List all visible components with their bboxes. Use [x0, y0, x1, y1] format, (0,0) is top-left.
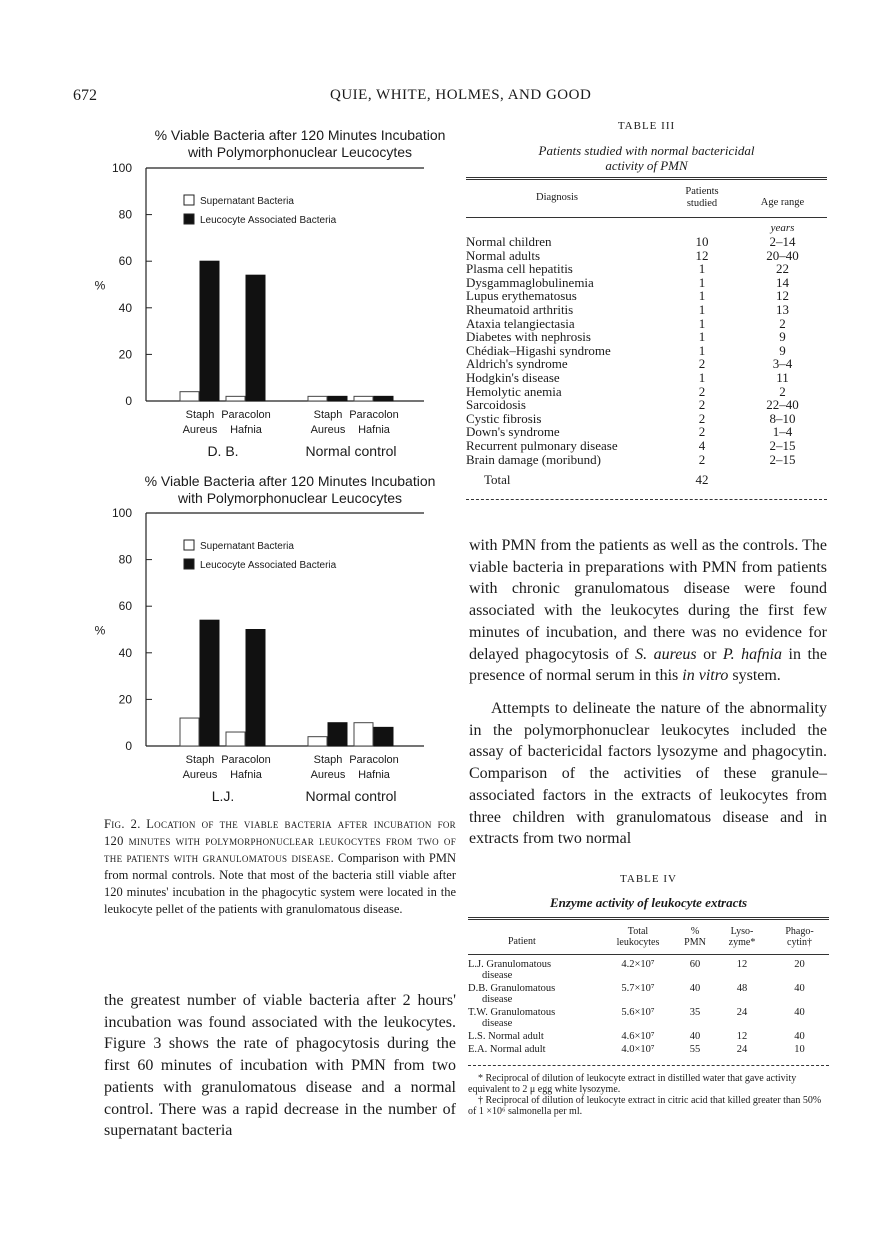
chart-2-category-label: Aureus	[310, 769, 346, 781]
table-4-cell-pmn: 40	[689, 982, 701, 994]
right-paragraph-2: Attempts to delineate the nature of the abnormality in the polymorphonuclear leukocytes included the assay of bactericidal factors lysozyme and phagocytin. Comparison of the activities of these granule–associated factors in the extracts of leukocytes from three children with granulomatous disease and in extracts from two normal	[469, 700, 827, 848]
table-4-row	[468, 1005, 829, 1029]
table-3-cell-age: 22	[776, 261, 789, 277]
chart-2-category-label: Aureus	[182, 769, 218, 781]
table-3-cell-diagnosis: Hemolytic anemia	[466, 383, 562, 399]
chart-1-y-tick-label: 80	[118, 207, 132, 222]
table-4-patient-line1: L.S. Normal adult	[468, 1030, 544, 1042]
table-4-cell-total: 4.0×10⁷	[621, 1043, 655, 1055]
chart-1-y-tick-label: 40	[118, 300, 132, 315]
table-4-cell-patient	[468, 981, 600, 1005]
table-3-row	[466, 453, 827, 467]
table-3-cell-patients: 12	[695, 247, 709, 263]
chart-2-legend-supernatant: Supernatant Bacteria	[200, 541, 294, 552]
table-3-row	[466, 276, 827, 290]
table-4-cell-total: 5.6×10⁷	[621, 1006, 655, 1018]
page-number: 672	[73, 87, 97, 104]
left-paragraph: the greatest number of viable bacteria after 2 hours' incubation was found associated with the leukocytes. Figure 3 shows the rate of phagocytosis during the first 60 minutes of incubation with PMN from two patients with granulomatous disease and a normal control. There was a rapid decrease in the number of supernatant bacteria	[104, 992, 456, 1140]
figure-caption-title: Location of the viable bacteria after incubation for 120 minutes with polymorphonuclear leukocytes from two of the patients with granulomatous disease.	[104, 817, 456, 865]
chart-2-title	[110, 473, 470, 507]
chart-1-legend-swatch-supernatant	[184, 195, 194, 205]
table-4-header-total-line1: Total	[627, 925, 649, 937]
table-4-cell-patient	[468, 957, 600, 981]
table-3-cell-diagnosis: Recurrent pulmonary disease	[466, 438, 618, 453]
chart-1-legend-swatch-leucocyte	[184, 214, 194, 224]
table-3-cell-diagnosis: Aldrich's syndrome	[466, 356, 568, 372]
table-3-cell-patients: 1	[698, 370, 706, 386]
chart-2-legend-swatch-supernatant	[184, 540, 194, 550]
chart-2-category-label: Staph	[313, 754, 343, 766]
table-4-cell-pmn: 55	[689, 1043, 701, 1055]
chart-1-legend-supernatant: Supernatant Bacteria	[200, 196, 294, 207]
table-3-cell-age: 13	[776, 302, 789, 318]
table-3-cell-age: 2–15	[769, 438, 796, 453]
table-4-header-total	[600, 920, 676, 954]
table-3-cell-age: 2–15	[769, 451, 796, 467]
right-para1-text-a: with PMN from the patients as well as the controls. The viable bacteria in preparations with PMN from patients with chronic granulomatous disease were found associated with the leukocytes during the first few minutes of incubation, and there was no evidence for delayed phagocytosis of	[469, 537, 827, 663]
chart-2-group-label: Normal control	[305, 788, 397, 804]
table-3-cell-patients: 2	[698, 424, 706, 440]
chart-1-legend-leucocyte: Leucocyte Associated Bacteria	[200, 215, 337, 226]
chart-1-bar-leucocyte	[246, 275, 265, 401]
chart-2-category-label: Paracolon	[221, 754, 271, 766]
table-4-row	[468, 1042, 829, 1055]
table-4-cell-patient	[468, 1005, 600, 1029]
table-3-cell-patients: 10	[695, 234, 709, 250]
table-4-cell-phagocytin: 40	[794, 1030, 805, 1042]
chart-1-title-line2: with Polymorphonuclear Leucocytes	[187, 144, 413, 160]
table-4-cell-patient	[468, 1042, 600, 1055]
table-4-patient-line2: disease	[482, 1017, 513, 1029]
table-3-row	[466, 289, 827, 303]
table-3-cell-patients: 1	[698, 302, 706, 318]
chart-1-category-label: Paracolon	[221, 409, 271, 421]
chart-2-bar-leucocyte	[328, 723, 347, 746]
table-3-title-line2: activity of PMN	[605, 158, 688, 173]
chart-2-y-tick-label: 20	[118, 692, 132, 707]
chart-1-bar-supernatant	[180, 392, 199, 401]
table-3-row	[466, 235, 827, 249]
table-3-cell-diagnosis: Hodgkin's disease	[466, 370, 560, 386]
chart-1-y-label: %	[94, 278, 106, 293]
chart-2-title-line2: with Polymorphonuclear Leucocytes	[177, 490, 403, 506]
table-3-cell-age: 12	[776, 288, 789, 304]
table-3-header-diagnosis: Diagnosis	[536, 191, 578, 203]
right-para1-s-aureus: S. aureus	[635, 645, 697, 663]
chart-2-bar-leucocyte	[246, 630, 265, 747]
table-3-cell-patients: 1	[698, 315, 706, 331]
table-4-patient-line1: L.J. Granulomatous	[468, 958, 552, 970]
table-3-cell-age: 3–4	[772, 356, 793, 372]
table-3-cell-age: 20–40	[766, 247, 799, 263]
figure-label: Fig. 2.	[104, 817, 141, 831]
table-3-row	[466, 398, 827, 412]
table-3-row	[466, 371, 827, 385]
table-4-grid	[468, 920, 829, 1055]
figure-caption	[104, 816, 456, 918]
chart-2-y-label: %	[94, 623, 106, 638]
chart-2-bar-supernatant	[354, 723, 373, 746]
chart-1-category-label: Staph	[185, 409, 215, 421]
table-3-row	[466, 439, 827, 453]
chart-2-title-line1: % Viable Bacteria after 120 Minutes Incubation	[144, 473, 436, 489]
chart-2-bar-leucocyte	[374, 727, 393, 746]
table-4-header-total-line2: leukocytes	[616, 936, 660, 948]
chart-2-legend-leucocyte: Leucocyte Associated Bacteria	[200, 560, 337, 571]
chart-2-bar-leucocyte	[200, 620, 219, 746]
table-3-cell-patients: 2	[698, 356, 706, 372]
chart-1-category-label: Hafnia	[358, 424, 390, 436]
table-3-row	[466, 303, 827, 317]
table-3-cell-diagnosis: Lupus erythematosus	[466, 288, 577, 304]
table-4-footnote-2: † Reciprocal of dilution of leukocyte extract in citric acid that killed greater than 50% of 1 ×10⁶ salmonella per ml.	[468, 1094, 822, 1117]
chart-2-y-tick-label: 40	[118, 645, 132, 660]
table-3-cell-patients: 2	[698, 410, 706, 426]
table-4-cell-lysozyme: 12	[736, 958, 748, 970]
chart-1-y-tick-label: 20	[118, 347, 132, 362]
table-3-cell-patients: 1	[698, 288, 706, 304]
table-4-header-phagocytin	[770, 920, 829, 954]
chart-2-category-label: Paracolon	[349, 754, 399, 766]
table-3-header-patients-line1: Patients	[685, 185, 719, 197]
table-3-row	[466, 344, 827, 358]
chart-1-y-tick-label: 60	[118, 254, 132, 269]
right-para1-p-hafnia: P. hafnia	[722, 645, 783, 663]
chart-1-bar-supernatant	[226, 396, 245, 401]
chart-1-category-label: Aureus	[182, 424, 218, 436]
table-4-header-pmn-line2: PMN	[684, 936, 706, 948]
table-3-body	[466, 235, 827, 466]
chart-1-bar-leucocyte	[374, 396, 393, 401]
right-para1-text-b: or	[696, 645, 723, 663]
chart-2-category-label: Hafnia	[230, 769, 262, 781]
right-para1-text-c: in the presence of normal serum in this	[469, 645, 828, 685]
table-3-cell-diagnosis: Normal children	[466, 234, 552, 250]
table-3-cell-patients: 2	[698, 451, 706, 467]
table-3-cell-diagnosis: Plasma cell hepatitis	[466, 261, 573, 277]
table-3-units: years	[770, 221, 795, 234]
right-para1-in-vitro: in vitro	[682, 667, 729, 685]
table-4-header-phago-line2: cytin†	[787, 936, 812, 948]
table-4-body	[468, 957, 829, 1055]
table-4-patient-line1: D.B. Granulomatous	[468, 982, 556, 994]
table-3-cell-age: 14	[776, 274, 789, 290]
chart-2-bar-supernatant	[308, 737, 327, 746]
table-4-cell-lysozyme: 48	[736, 982, 748, 994]
table-4-footnote-1: * Reciprocal of dilution of leukocyte extract in distilled water that gave activity equivalent to 2 μ egg white lysozyme.	[468, 1072, 797, 1095]
table-4	[468, 873, 829, 1117]
chart-1-bar-supernatant	[308, 396, 327, 401]
table-3-cell-patients: 2	[698, 397, 706, 413]
table-3-cell-diagnosis: Brain damage (moribund)	[466, 451, 602, 467]
chart-1-category-label: Paracolon	[349, 409, 399, 421]
chart-1-bar-leucocyte	[328, 396, 347, 401]
table-4-cell-lysozyme: 24	[736, 1006, 748, 1018]
table-4-label: TABLE IV	[620, 873, 677, 885]
table-4-patient-line1: E.A. Normal adult	[468, 1043, 546, 1055]
table-4-header-lyso-line2: zyme*	[728, 936, 756, 948]
figure-caption-text: Comparison with PMN from normal controls. Note that most of the bacteria still viable after 120 minutes' incubation in the phagocytic system were located in the leukocyte pellet of the patients with granulomatous disease.	[104, 851, 456, 916]
chart-2-y-tick-label: 0	[125, 739, 132, 753]
table-3-row	[466, 412, 827, 426]
table-3-header-age: Age range	[760, 197, 805, 209]
chart-1-category-label: Staph	[313, 409, 343, 421]
table-3-cell-age: 1–4	[772, 424, 793, 440]
table-3-cell-age: 22–40	[766, 397, 799, 413]
table-3-cell-diagnosis: Normal adults	[466, 247, 541, 263]
table-4-cell-total: 4.6×10⁷	[621, 1030, 655, 1042]
chart-1-category-label: Hafnia	[230, 424, 262, 436]
table-3-cell-age: 2–14	[769, 234, 796, 250]
table-4-row	[468, 1029, 829, 1042]
chart-1-group-label: Normal control	[305, 443, 397, 459]
table-3-cell-age: 8–10	[769, 410, 796, 426]
table-3-grid	[466, 179, 827, 487]
table-3-cell-patients: 1	[698, 329, 706, 345]
table-4-cell-patient	[468, 1029, 600, 1042]
chart-1-title	[120, 127, 480, 161]
chart-1-title-line1: % Viable Bacteria after 120 Minutes Incubation	[154, 127, 446, 143]
table-3-row	[466, 317, 827, 331]
chart-2	[78, 503, 458, 808]
chart-1-y-tick-label: 0	[125, 394, 132, 408]
table-3-header-patients-line2: studied	[686, 197, 718, 209]
table-4-row	[468, 957, 829, 981]
table-4-cell-pmn: 35	[689, 1006, 701, 1018]
table-3-cell-diagnosis: Ataxia telangiectasia	[466, 315, 575, 331]
chart-1-bar-leucocyte	[200, 261, 219, 401]
table-3-header-patients	[666, 179, 738, 217]
table-4-cell-pmn: 40	[689, 1030, 701, 1042]
table-4-cell-lysozyme: 24	[736, 1043, 748, 1055]
table-4-cell-phagocytin: 40	[794, 1006, 805, 1018]
table-3-cell-patients: 2	[698, 383, 706, 399]
table-3-row	[466, 249, 827, 263]
table-4-row	[468, 981, 829, 1005]
chart-1	[78, 158, 458, 463]
table-4-header-patient: Patient	[508, 935, 536, 947]
chart-1-y-tick-label: 100	[111, 161, 132, 175]
table-3-title	[466, 143, 827, 173]
chart-2-y-tick-label: 60	[118, 599, 132, 614]
table-3-row	[466, 385, 827, 399]
table-3	[466, 120, 827, 500]
table-3-row	[466, 330, 827, 344]
table-3-cell-patients: 1	[698, 274, 706, 290]
chart-2-group-label: L.J.	[211, 788, 235, 804]
table-3-cell-age: 9	[779, 342, 786, 358]
table-4-cell-total: 4.2×10⁷	[621, 958, 655, 970]
table-3-row	[466, 357, 827, 371]
table-4-header-pmn	[676, 920, 714, 954]
table-4-patient-line2: disease	[482, 993, 513, 1005]
table-4-cell-total: 5.7×10⁷	[621, 982, 655, 994]
table-3-row	[466, 425, 827, 439]
table-3-cell-patients: 1	[698, 261, 706, 277]
table-4-cell-phagocytin: 10	[794, 1043, 805, 1055]
table-4-cell-lysozyme: 12	[736, 1030, 748, 1042]
table-3-cell-diagnosis: Chédiak–Higashi syndrome	[466, 342, 611, 358]
chart-2-y-tick-label: 80	[118, 552, 132, 567]
chart-2-category-label: Staph	[185, 754, 215, 766]
table-3-cell-diagnosis: Diabetes with nephrosis	[466, 329, 591, 345]
table-3-cell-diagnosis: Cystic fibrosis	[466, 410, 542, 426]
table-4-cell-phagocytin: 20	[794, 958, 805, 970]
table-3-cell-diagnosis: Rheumatoid arthritis	[466, 302, 574, 318]
table-3-cell-age: 11	[776, 370, 789, 386]
running-head: QUIE, WHITE, HOLMES, AND GOOD	[330, 87, 592, 103]
table-3-cell-diagnosis: Dysgammaglobulinemia	[466, 274, 594, 290]
table-4-patient-line1: T.W. Granulomatous	[468, 1006, 556, 1018]
chart-2-bar-supernatant	[180, 718, 199, 746]
table-3-cell-age: 2	[779, 315, 786, 331]
table-3-total-label: Total	[484, 472, 511, 488]
table-3-cell-patients: 4	[698, 438, 706, 453]
table-3-cell-patients: 1	[698, 342, 706, 358]
table-3-label: TABLE III	[617, 120, 676, 132]
table-4-patient-line2: disease	[482, 969, 513, 981]
table-3-title-line1: Patients studied with normal bactericidal	[538, 143, 755, 158]
table-3-cell-age: 9	[779, 329, 786, 345]
table-3-total-value: 42	[695, 472, 709, 488]
right-para1-text-d: system.	[728, 667, 781, 685]
chart-2-y-tick-label: 100	[111, 506, 132, 520]
chart-2-bar-supernatant	[226, 732, 245, 746]
chart-1-group-label: D. B.	[207, 443, 239, 459]
chart-1-category-label: Aureus	[310, 424, 346, 436]
table-3-row	[466, 262, 827, 276]
table-4-header-phago-line1: Phago-	[785, 925, 814, 937]
chart-2-legend-swatch-leucocyte	[184, 559, 194, 569]
table-4-header-lyso-line1: Lyso-	[730, 925, 754, 937]
table-3-cell-age: 2	[779, 383, 786, 399]
table-3-cell-diagnosis: Down's syndrome	[466, 424, 560, 440]
table-4-cell-pmn: 60	[689, 958, 701, 970]
right-paragraph-1	[469, 535, 827, 687]
chart-2-category-label: Hafnia	[358, 769, 390, 781]
table-4-header-pmn-line1: %	[690, 925, 700, 937]
table-4-title: Enzyme activity of leukocyte extracts	[549, 895, 748, 910]
table-4-cell-phagocytin: 40	[794, 982, 805, 994]
table-3-cell-diagnosis: Sarcoidosis	[466, 397, 526, 413]
table-4-header-lysozyme	[714, 920, 770, 954]
chart-1-bar-supernatant	[354, 396, 373, 401]
